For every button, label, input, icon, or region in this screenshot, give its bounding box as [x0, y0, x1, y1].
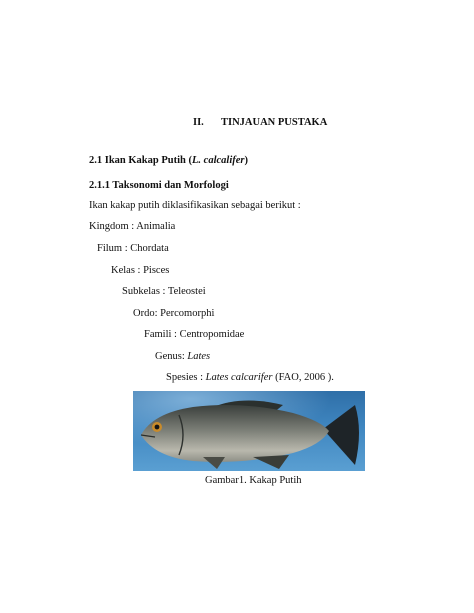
chapter-title: TINJAUAN PUSTAKA: [221, 117, 328, 128]
fish-photo: [133, 391, 365, 471]
genus-value: Lates: [187, 351, 211, 362]
taxonomy-famili: Famili : Centropomidae: [144, 329, 245, 340]
spesies-reference: (FAO, 2006 ).: [272, 372, 334, 383]
genus-label: Genus:: [155, 351, 188, 362]
spesies-label: Spesies :: [166, 372, 206, 383]
taxonomy-kelas: Kelas : Pisces: [111, 265, 170, 276]
section-heading-species: L. calcalifer: [192, 155, 245, 166]
section-heading-prefix: 2.1 Ikan Kakap Putih (: [89, 155, 192, 166]
chapter-heading: [193, 116, 327, 129]
taxonomy-ordo: Ordo: Percomorphi: [133, 308, 215, 319]
subsection-heading: 2.1.1 Taksonomi dan Morfologi: [89, 180, 229, 191]
figure-caption: Gambar1. Kakap Putih: [205, 475, 302, 486]
spesies-value: Lates calcarifer: [205, 372, 273, 383]
intro-paragraph: Ikan kakap putih diklasifikasikan sebagai berikut :: [89, 200, 301, 211]
taxonomy-filum: Filum : Chordata: [97, 243, 169, 254]
section-heading: [89, 154, 248, 167]
chapter-number: II.: [193, 117, 204, 128]
section-heading-suffix: ): [244, 155, 248, 166]
taxonomy-subkelas: Subkelas : Teleostei: [122, 286, 206, 297]
fish-illustration: [133, 391, 365, 471]
taxonomy-genus: [155, 350, 210, 363]
taxonomy-spesies: [166, 371, 334, 384]
taxonomy-kingdom: Kingdom : Animalia: [89, 221, 176, 232]
